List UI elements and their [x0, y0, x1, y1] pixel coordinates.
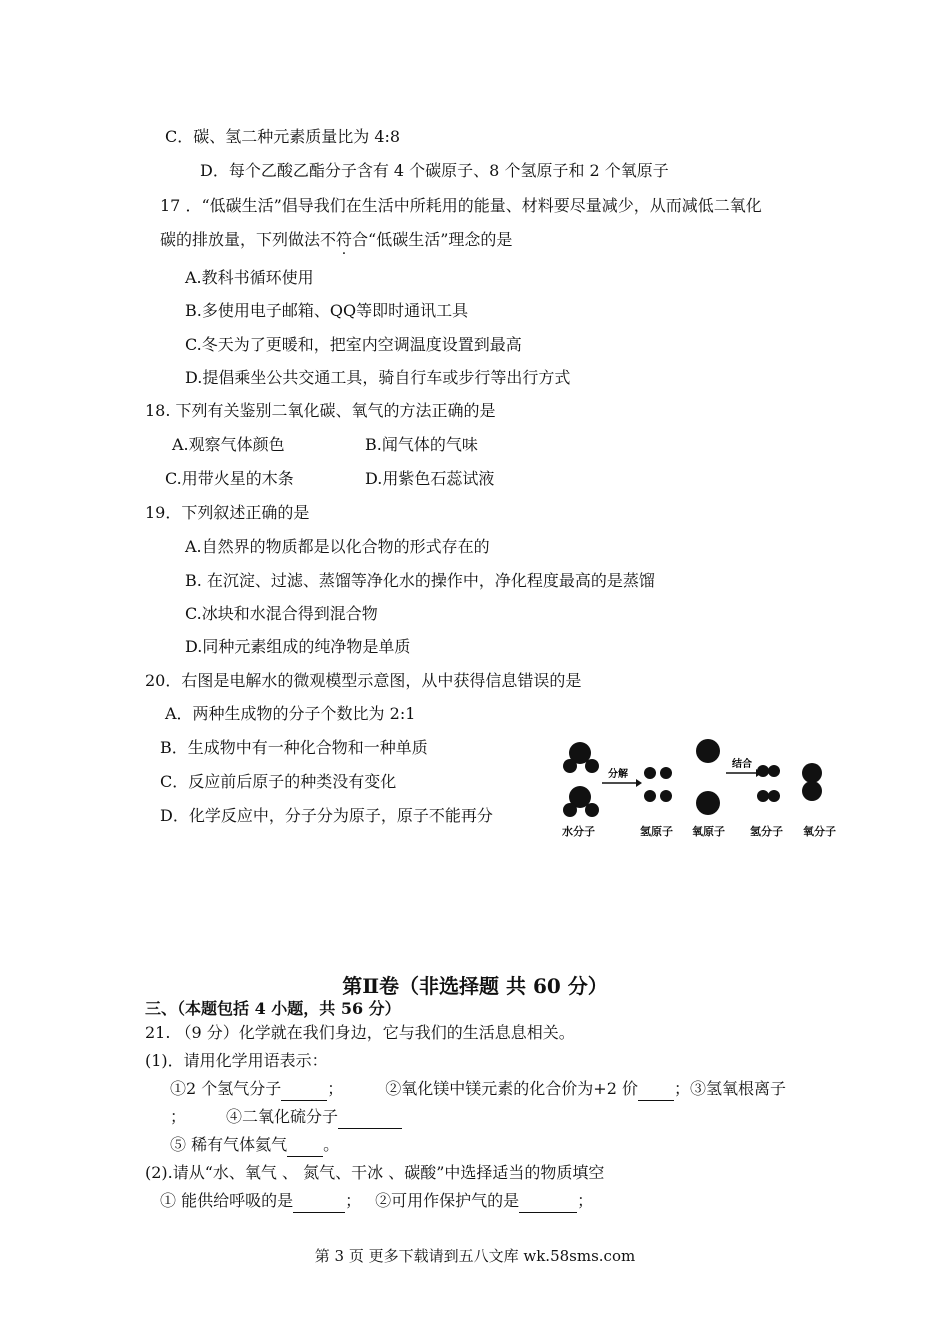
- hydrogen-molecules: [757, 765, 780, 802]
- q20-stem: 20．右图是电解水的微观模型示意图，从中获得信息错误的是: [145, 671, 582, 690]
- q19-option-d: D.同种元素组成的纯净物是单质: [185, 637, 411, 656]
- q21-row1: [170, 1078, 786, 1101]
- q19-option-a: A.自然界的物质都是以化合物的形式存在的: [185, 537, 490, 556]
- q17-emphasis: 不符合: [320, 230, 369, 249]
- q18-stem: 18. 下列有关鉴别二氧化碳、氧气的方法正确的是: [145, 401, 496, 420]
- part2-title: 第Ⅱ卷（非选择题 共 60 分）: [342, 974, 608, 998]
- q21-item5: ⑤ 稀有气体氦气: [170, 1135, 288, 1154]
- q17-stem-pre: 碳的排放量，下列做法: [160, 230, 321, 249]
- q21-item6: ① 能供给呼吸的是: [160, 1191, 294, 1210]
- water-molecule-bottom: [563, 786, 599, 817]
- q17-stem-post: “低碳生活”理念的是: [368, 230, 513, 249]
- q17-stem-line1: 17 ．“低碳生活”倡导我们在生活中所耗用的能量、材料要尽量减少，从而减低二氧化: [160, 196, 762, 215]
- label-water-molecule: 水分子: [562, 825, 595, 838]
- q21-sub1: (1)．请用化学用语表示：: [145, 1051, 328, 1070]
- label-oxygen-atom: 氧原子: [692, 825, 725, 838]
- q20-option-a: A．两种生成物的分子个数比为 2:1: [165, 704, 416, 723]
- q21-sub2: (2).请从“水、氧气 、 氮气、干冰 、碳酸”中选择适当的物质填空: [145, 1163, 605, 1182]
- combine-arrow: [726, 757, 762, 777]
- q19-option-b: B. 在沉淀、过滤、蒸馏等净化水的操作中，净化程度最高的是蒸馏: [185, 571, 655, 590]
- q20-option-d: D．化学反应中，分子分为原子，原子不能再分: [160, 806, 493, 825]
- q21-blank5[interactable]: [287, 1134, 323, 1157]
- q17-option-a: A.教科书循环使用: [185, 268, 314, 287]
- q19-stem: 19．下列叙述正确的是: [145, 503, 310, 522]
- q21-row3: [170, 1134, 339, 1157]
- q21-item1: ①2 个氢气分子: [170, 1079, 282, 1098]
- q21-blank4[interactable]: [338, 1106, 402, 1129]
- q21-row2: [170, 1106, 402, 1129]
- q21-item7: ②可用作保护气的是: [375, 1191, 520, 1210]
- q21-end: 。: [323, 1135, 340, 1154]
- q21-sep4: ；: [345, 1191, 362, 1210]
- oxygen-atoms: [696, 739, 720, 815]
- decompose-label: 分解: [608, 769, 628, 780]
- label-hydrogen-atom: 氢原子: [640, 825, 673, 838]
- q21-sep1: ；: [327, 1079, 344, 1098]
- q17-option-b: B.多使用电子邮箱、QQ等即时通讯工具: [185, 301, 469, 320]
- combine-label: 结合: [732, 759, 752, 770]
- q21-item3: ③氢氧根离子: [689, 1079, 786, 1098]
- decompose-arrow: [602, 767, 642, 787]
- q21-blank1[interactable]: [281, 1078, 327, 1101]
- hydrogen-atoms: [644, 767, 672, 802]
- q16-option-d: D．每个乙酸乙酯分子含有 4 个碳原子、8 个氢原子和 2 个氧原子: [200, 161, 669, 180]
- q21-sep2: ；: [673, 1079, 690, 1098]
- section-three-heading: 三、（本题包括 4 小题，共 56 分）: [145, 999, 401, 1018]
- q21-blank6[interactable]: [293, 1190, 345, 1213]
- water-molecule-top: [563, 742, 599, 773]
- q16-option-c: C．碳、氢二种元素质量比为 4:8: [165, 127, 401, 146]
- q21-sep5: ；: [577, 1191, 594, 1210]
- q20-option-b: B．生成物中有一种化合物和一种单质: [160, 738, 428, 757]
- q20-option-c: C．反应前后原子的种类没有变化: [160, 772, 397, 791]
- q18-option-d: D.用紫色石蕊试液: [365, 469, 495, 488]
- q21-row4: [160, 1190, 593, 1213]
- q21-stem: 21. （9 分）化学就在我们身边，它与我们的生活息息相关。: [145, 1023, 575, 1042]
- q17-option-d: D.提倡乘坐公共交通工具，骑自行车或步行等出行方式: [185, 368, 571, 387]
- q18-option-b: B.闻气体的气味: [365, 435, 478, 454]
- page-footer: 第 3 页 更多下载请到五八文库 wk.58sms.com: [314, 1247, 636, 1265]
- q21-item2: ②氧化镁中镁元素的化合价为+2 价: [385, 1079, 638, 1098]
- q21-blank7[interactable]: [519, 1190, 577, 1213]
- q21-item4: ④二氧化硫分子: [226, 1107, 339, 1126]
- q18-option-a: A.观察气体颜色: [172, 435, 285, 454]
- q19-option-c: C.冰块和水混合得到混合物: [185, 604, 378, 623]
- label-oxygen-molecule: 氧分子: [803, 825, 836, 838]
- q21-sep3: ；: [170, 1107, 187, 1126]
- q21-blank2[interactable]: [638, 1078, 674, 1101]
- oxygen-molecule: [802, 763, 822, 801]
- electrolysis-diagram: [560, 733, 850, 843]
- q17-stem-line2: [160, 229, 512, 251]
- label-hydrogen-molecule: 氢分子: [750, 825, 783, 838]
- q17-option-c: C.冬天为了更暖和，把室内空调温度设置到最高: [185, 335, 522, 354]
- q18-option-c: C.用带火星的木条: [165, 469, 294, 488]
